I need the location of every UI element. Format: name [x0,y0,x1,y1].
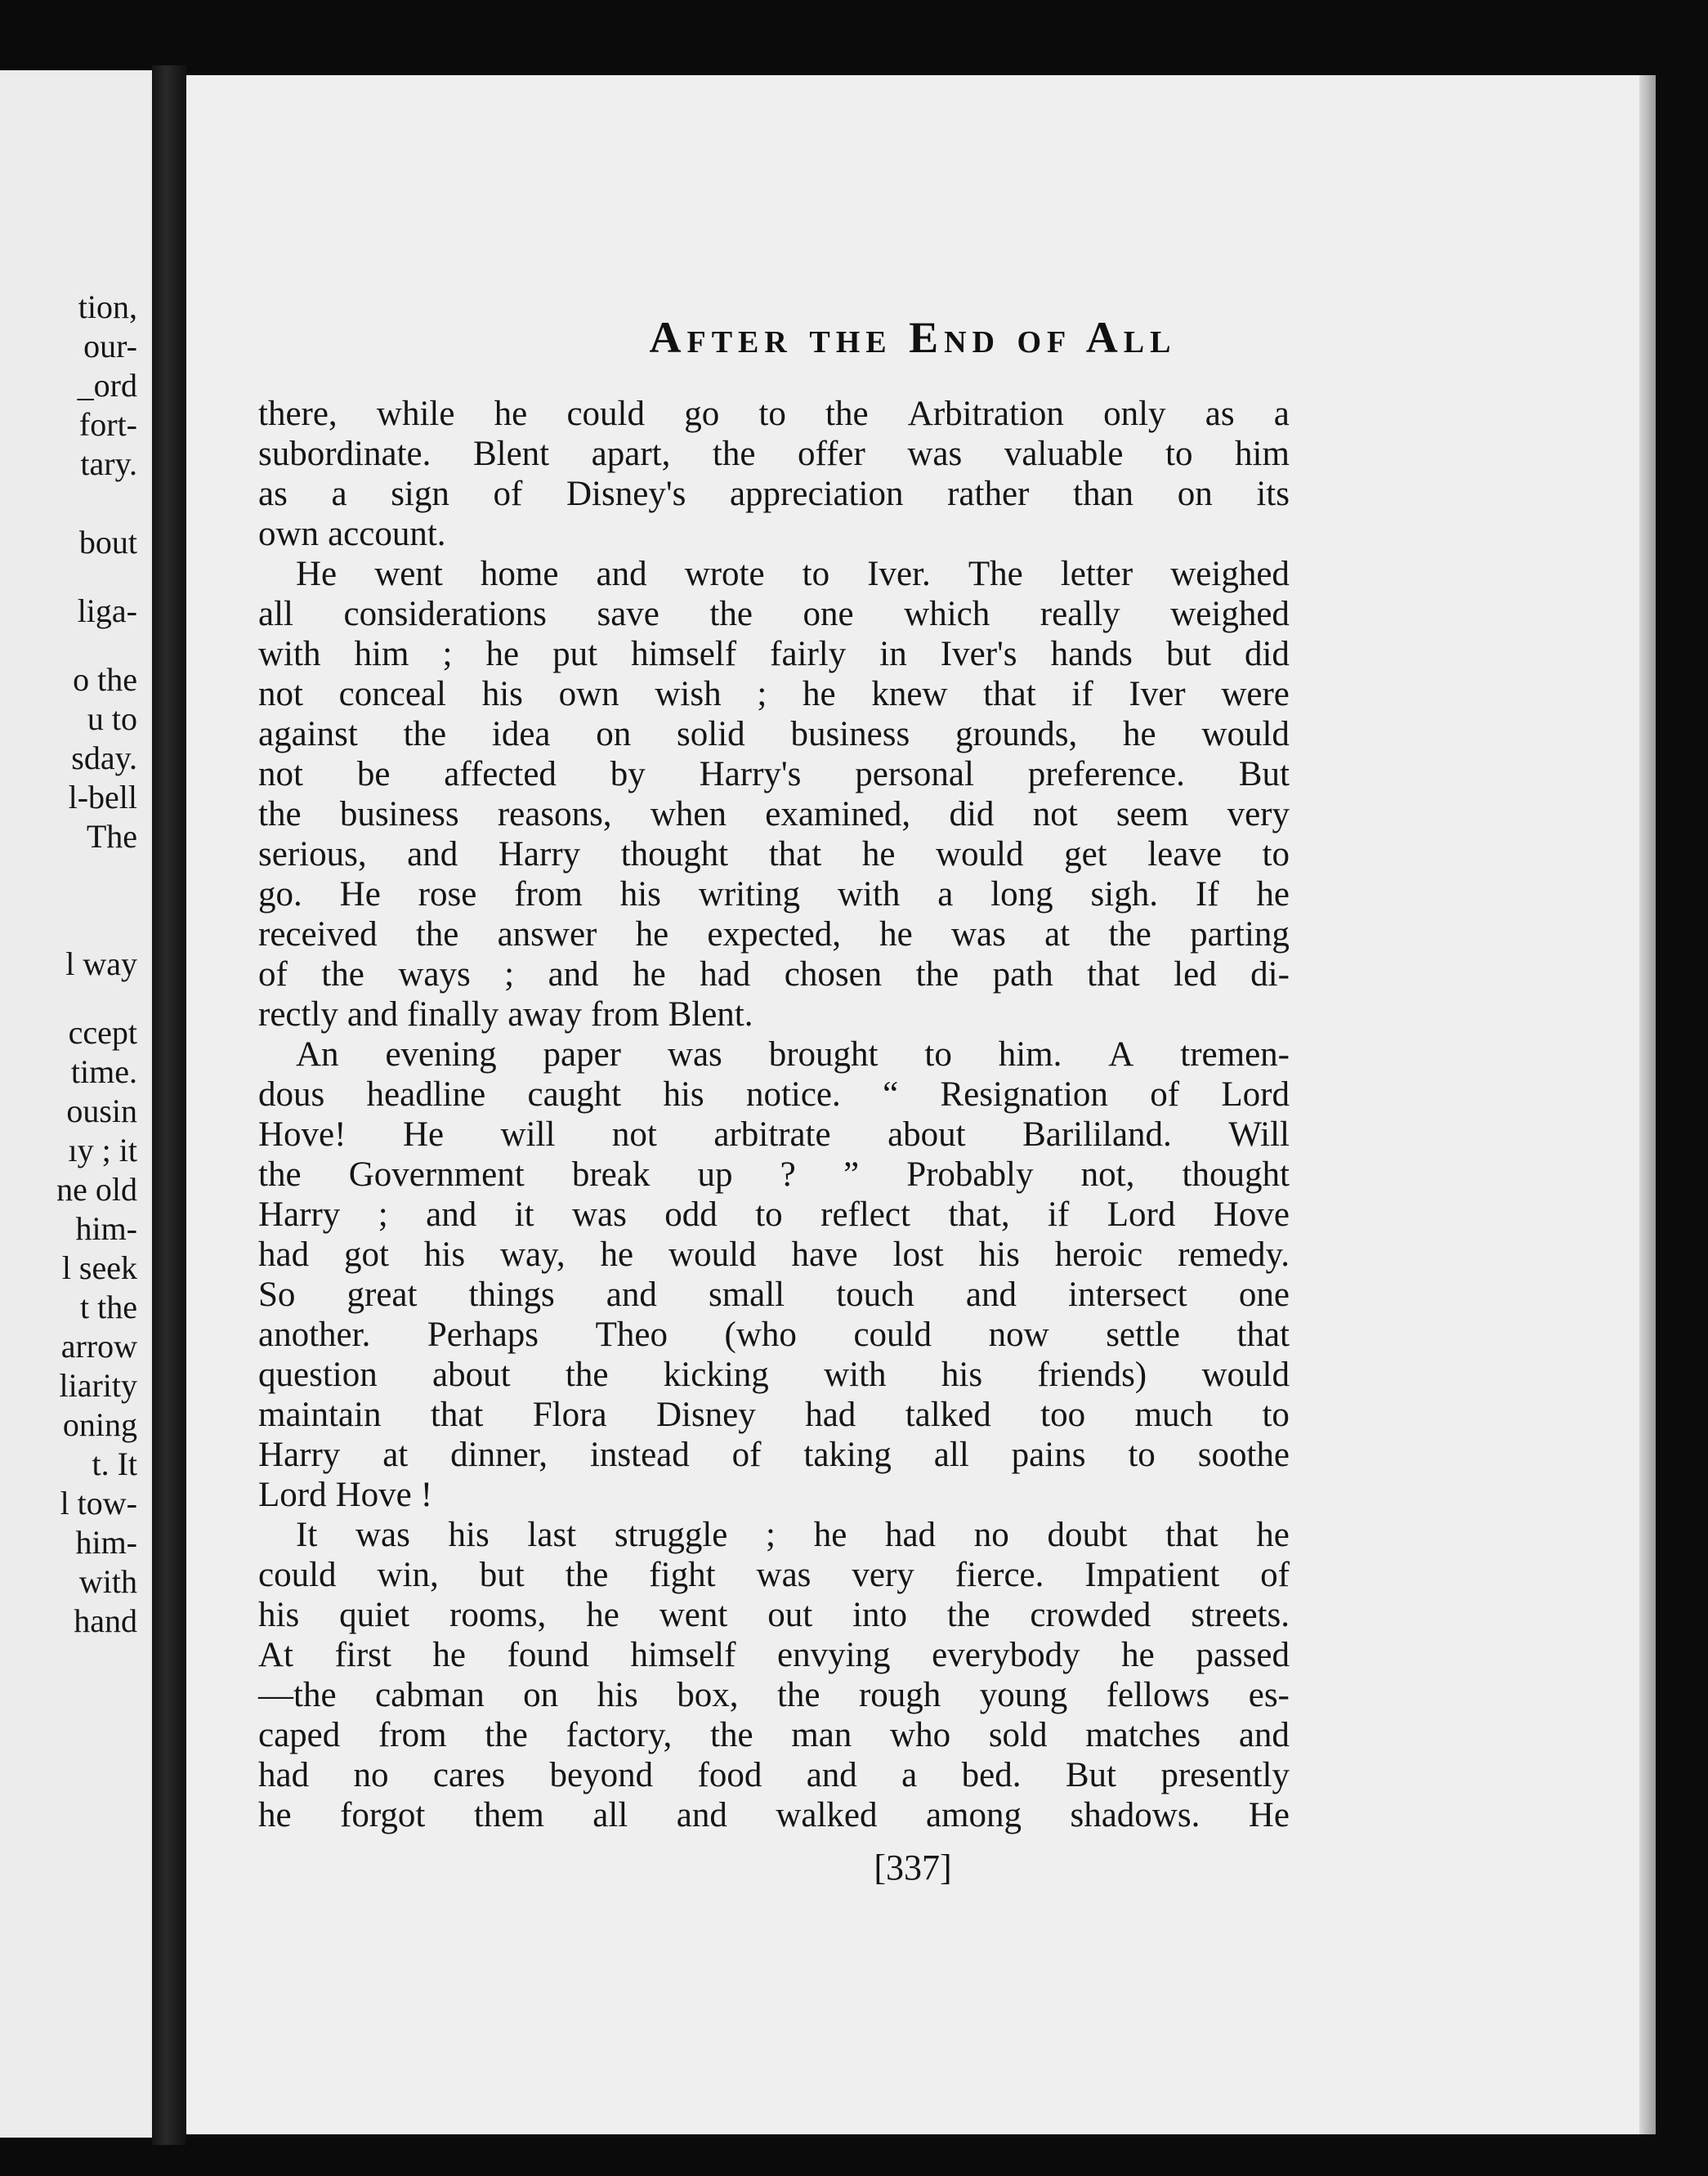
text-line: Harry at dinner, instead of taking all pains to soothe [258,1436,1290,1474]
left-page-line: sday. [71,739,137,776]
text-line: received the answer he expected, he was at the parting [258,915,1290,954]
left-page-line: l tow- [60,1485,137,1521]
text-line: Harry ; and it was odd to reflect that, if Lord Hove [258,1195,1290,1234]
current-page [186,75,1639,2134]
page-edge [1639,75,1656,2134]
text-line: maintain that Flora Disney had talked too much to [258,1396,1290,1434]
left-page-line: l seek [61,1249,137,1286]
left-page-line: ıy ; it [68,1132,137,1168]
text-line: rectly and finally away from Blent. [258,995,753,1034]
left-page-line: tion, [78,288,137,325]
left-page-line: fort- [78,406,137,443]
text-line: He went home and wrote to Iver. The letter weighed [296,555,1290,593]
left-page-line: hand [74,1602,137,1639]
left-page-line: u to [87,700,137,737]
text-line: dous headline caught his notice. “ Resignation of Lord [258,1075,1290,1114]
left-page-line: l way [65,945,137,982]
text-line: Lord Hove ! [258,1476,433,1514]
left-page-line: him- [75,1524,137,1561]
left-page-line: him- [75,1210,137,1247]
text-line: serious, and Harry thought that he would get leave to [258,835,1290,874]
left-page-line: liga- [77,592,137,629]
text-line: there, while he could go to the Arbitration only as a [258,395,1290,433]
text-line: subordinate. Blent apart, the offer was valuable to him [258,435,1290,473]
left-page-line: our- [83,328,137,364]
left-page-line: tary. [80,445,137,482]
left-page-line: The [86,818,137,855]
left-page-line: ne old [56,1171,137,1208]
text-line: against the idea on solid business grounds, he would [258,715,1290,753]
text-line: another. Perhaps Theo (who could now settle that [258,1316,1290,1354]
text-line: his quiet rooms, he went out into the crowded streets. [258,1596,1290,1634]
text-line: At first he found himself envying everybody he passed [258,1636,1290,1674]
left-page-line: with [78,1563,137,1600]
text-line: he forgot them all and walked among shadows. He [258,1796,1290,1834]
text-line: It was his last struggle ; he had no doubt that he [296,1516,1290,1554]
text-line: —the cabman on his box, the rough young fellows es- [258,1676,1290,1714]
text-line: of the ways ; and he had chosen the path that led di- [258,955,1290,994]
left-page-line: ccept [68,1014,137,1051]
text-line: not conceal his own wish ; he knew that if Iver were [258,675,1290,713]
text-line: question about the kicking with his friends) would [258,1356,1290,1394]
text-line: as a sign of Disney's appreciation rather than on its [258,475,1290,513]
text-line: all considerations save the one which really weighed [258,595,1290,633]
text-line: had no cares beyond food and a bed. But presently [258,1756,1290,1794]
text-line: So great things and small touch and intersect one [258,1276,1290,1314]
page-number: [337] [874,1848,952,1888]
book-gutter [152,65,186,2145]
left-page-line: ousin [66,1092,137,1129]
text-line: not be affected by Harry's personal preference. But [258,755,1290,793]
text-line: An evening paper was brought to him. A tremen- [296,1035,1290,1074]
text-line: the Government break up ? ” Probably not, thought [258,1155,1290,1194]
text-line: the business reasons, when examined, did not seem very [258,795,1290,833]
text-line: own account. [258,515,446,553]
body-text [258,394,1290,1835]
text-line: could win, but the fight was very fierce. Impatient of [258,1556,1290,1594]
left-page-line: t the [80,1289,137,1325]
left-page-line: l-bell [68,779,137,815]
previous-page [0,70,152,2138]
text-line: go. He rose from his writing with a long sigh. If he [258,875,1290,914]
text-line: caped from the factory, the man who sold matches and [258,1716,1290,1754]
text-line: had got his way, he would have lost his heroic remedy. [258,1235,1290,1274]
left-page-line: o the [73,661,137,698]
left-page-line: time. [70,1053,137,1090]
running-head: After the End of All [649,313,1177,362]
text-line: Hove! He will not arbitrate about Barililand. Will [258,1115,1290,1154]
left-page-line: arrow [60,1328,137,1365]
text-line: with him ; he put himself fairly in Iver's hands but did [258,635,1290,673]
left-page-line: liarity [59,1367,137,1404]
left-page-line: _ord [77,367,137,404]
left-page-line: t. It [92,1445,137,1482]
left-page-line: bout [78,524,137,561]
left-page-line: oning [62,1406,137,1443]
